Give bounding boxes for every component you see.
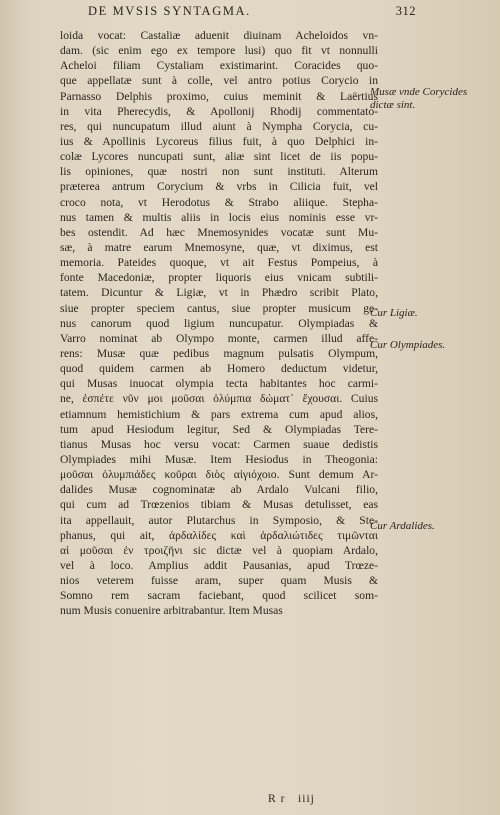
text-line: Olympiades mihi Musæ. Item Hesiodus in Theogonia: <box>60 452 378 466</box>
text-line: tianus Musas hoc versu vocat: Carmen suaue dedistis <box>60 437 378 451</box>
text-line: nus canorum quod ligium nuncupatur. Olympiadas & <box>60 316 378 330</box>
text-line: ita appellauit, autor Plutarchus in Symposio, & Ste- <box>60 513 378 527</box>
catchword: iiij <box>298 792 315 805</box>
text-line: ius & Apollinis Lycoreus filius fuit, à quo Delphici in- <box>60 134 378 148</box>
text-line: res, qui nuncupatum illud aiunt à Nympha Corycia, cu- <box>60 119 378 133</box>
text-line: colæ Lycores nuncupati sunt, aliæ sint licet de iis popu- <box>60 150 378 164</box>
text-line: αἱ μοῦσαι ἐν τροιζῆνι sic dictæ vel à quopiam Ardalo, <box>60 543 378 557</box>
text-line: rens: Musæ quæ pedibus magnum pulsatis Olympum, <box>60 346 378 360</box>
text-line: siue propter speciem cantus, siue propter musicum ge- <box>60 301 378 315</box>
text-line: Somno rem sacram faciebant, quod scilicet som- <box>60 589 378 603</box>
text-line: croco nota, vt Herodotus & Strabo aliique. Stepha- <box>60 195 378 209</box>
text-line: Acheloi filiam Cystaliam existimarint. Coracides quo- <box>60 59 378 73</box>
text-line: num Musis conuenire arbitrabantur. Item Musas <box>60 604 283 618</box>
marginal-note: Cur Ligiæ. <box>370 307 418 319</box>
text-line: vel à loco. Amplius addit Pausanias, apud Trœze- <box>60 558 378 572</box>
text-line: tatem. Dicuntur & Ligiæ, vt in Phædro scribit Plato, <box>60 286 378 300</box>
text-line: dalides Musæ cognominatæ ab Ardalo Vulcani filio, <box>60 483 378 497</box>
text-line: nus tamen & multis aliis in locis eius nominis esse vr- <box>60 210 378 224</box>
text-line: Varro nominat ab Olympo monte, carmen illud affe- <box>60 331 378 345</box>
text-line: dam. (sic enim ego ex tempore lusi) quo fit vt nonnulli <box>60 44 378 58</box>
text-line: μοῦσαι ὀλυμπιάδες κοῦραι διὸς αἰγιόχοιο. Sunt demum Ar- <box>60 468 378 482</box>
text-line: quod quidem carmen ab Homero deductum videtur, <box>60 362 378 376</box>
text-line: ne, ἐσπέτε νῦν μοι μοῦσαι ὀλύμπια δώματ᾽ ἔχουσαι. Cuius <box>60 392 378 406</box>
text-line: memoria. Pateides quoque, vt ait Festus Pompeius, à <box>60 256 378 270</box>
text-line: etiamnum hemistichium & pars extrema cum apud alios, <box>60 407 378 421</box>
text-line: qui cum ad Trœzenios tibiam & Musas detulisset, eas <box>60 498 378 512</box>
text-line: tum apud Hesiodum legitur, Sed & Olympiadas Tere- <box>60 422 378 436</box>
text-line: Parnasso Delphis proximo, cuius meminit & Laërtius <box>60 89 378 103</box>
main-text-column <box>60 28 378 618</box>
text-line: nios veterem fuisse aram, super quam Musis & <box>60 574 378 588</box>
text-line: phanus, qui ait, ἀρδαλίδες καὶ ἀρδαλιώτιδες τιμῶνται <box>60 528 378 542</box>
text-line: bes ostendit. Ad hæc Mnemosynides vocatæ sunt Mu- <box>60 225 378 239</box>
running-header <box>88 4 416 19</box>
page-number: 312 <box>395 4 416 18</box>
text-line: in vita Pherecydis, & Apollonij Rhodij commentato- <box>60 104 378 118</box>
text-line: sæ, à matre earum Mnemosyne, quæ, vt diximus, est <box>60 240 378 254</box>
signature-mark: R r <box>268 792 286 805</box>
text-line: que appellatæ sunt à colle, vel antro potius Corycio in <box>60 74 378 88</box>
marginal-note: Musæ vnde Corycides dictæ sint. <box>370 86 468 111</box>
text-line: loida vocat: Castaliæ aduenit diuinam Acheloidos vn- <box>60 29 378 42</box>
marginal-note: Cur Olympiades. <box>370 339 446 351</box>
text-line: fonte Macedoniæ, propter liquoris eius vnicam subtili- <box>60 271 378 285</box>
text-line: lis opiniones, quæ nostri non sunt instituti. Alterum <box>60 165 378 179</box>
text-line: qui Musas inuocat olympia tecta habitantes hoc carmi- <box>60 377 378 391</box>
text-line: præterea antrum Corycium & vrbs in Cilicia fuit, vel <box>60 180 378 194</box>
running-title: DE MVSIS SYNTAGMA. <box>88 4 251 18</box>
marginal-note: Cur Ardalides. <box>370 520 435 532</box>
